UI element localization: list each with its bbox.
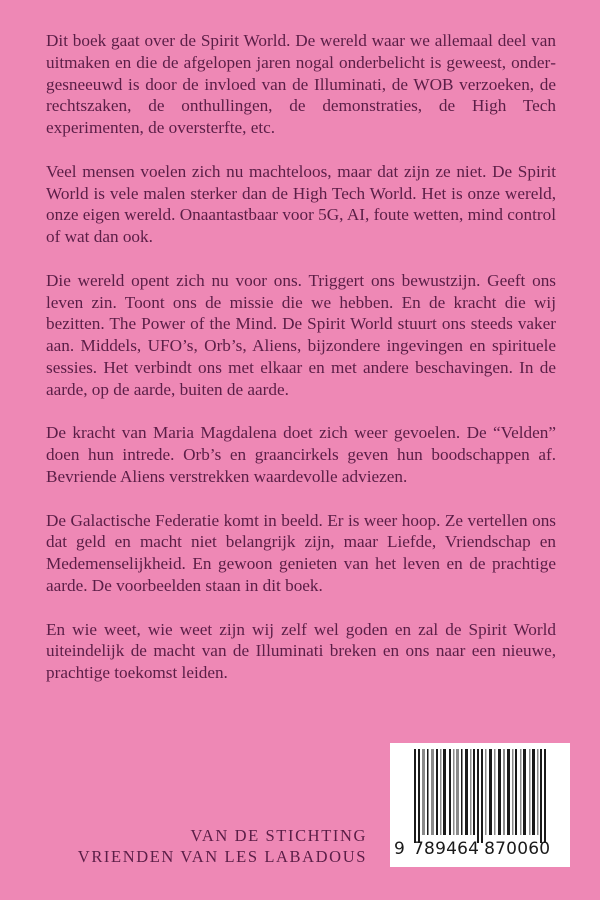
publisher-line-2: VRIENDEN VAN LES LABADOUS [77,847,367,866]
blurb-paragraph-1: Dit boek gaat over de Spirit World. De wereld waar we allemaal deel van uitmaken en die de afgelopen jaren nogal onderbelicht is geweest, ondergesneeuwd is door de invloed van de Illuminati, de WOB verzoeken, de rechtszaken, de onthullingen, de demonstraties, de High Tech experimenten, de oversterfte, etc. [46,31,556,138]
isbn-digit-prefix: 9 [394,839,406,859]
isbn-digit-group-right: 870060 [484,839,551,859]
back-cover-blurb [46,30,556,706]
blurb-paragraph-6: En wie weet, wie weet zijn wij zelf wel goden en zal de Spirit World uiteindelijk de macht van de Illuminati breken en ons naar een nieuwe, prachtige toekomst leiden. [46,619,556,683]
blurb-paragraph-4: De kracht van Maria Magdalena doet zich weer gevoelen. De “Velden” doen hun intrede. Orb’s en graancirkels geven hun boodschappen af. Bevriende Aliens verstrekken waardevolle adviezen. [46,423,556,486]
publisher-line-1: VAN DE STICHTING [190,826,367,845]
isbn-barcode [390,743,570,867]
blurb-paragraph-3: Die wereld opent zich nu voor ons. Triggert ons bewustzijn. Geeft ons leven zin. Toont ons de missie die we hebben. En de kracht die wij bezitten. The Power of the Mind. De Spirit World stuurt ons steeds vaker aan. Middels, UFO’s, Orb’s, Aliens, bijzondere ingevingen en spirituele sessies. Het verbindt ons met elkaar en met andere beschavingen. In de aarde, op de aarde, buiten de aarde. [46,270,556,399]
blurb-paragraph-2: Veel mensen voelen zich nu machteloos, maar dat zijn ze niet. De Spirit World is vele malen sterker dan de High Tech World. Het is onze wereld, onze eigen wereld. Onaantastbaar voor 5G, AI, foute wetten, mind control of wat dan ook. [46,161,556,247]
blurb-paragraph-5: De Galactische Federatie komt in beeld. Er is weer hoop. Ze vertellen ons dat geld en macht niet belangrijk zijn, maar Liefde, Vriendschap en Medemenselijkheid. En gewoon genieten van het leven en de prachtige aarde. De voorbeelden staan in dit boek. [46,510,556,595]
barcode-bars-icon [404,749,556,843]
isbn-number [394,839,550,859]
publisher-credit [78,825,367,867]
isbn-digit-group-left: 789464 [413,839,480,859]
